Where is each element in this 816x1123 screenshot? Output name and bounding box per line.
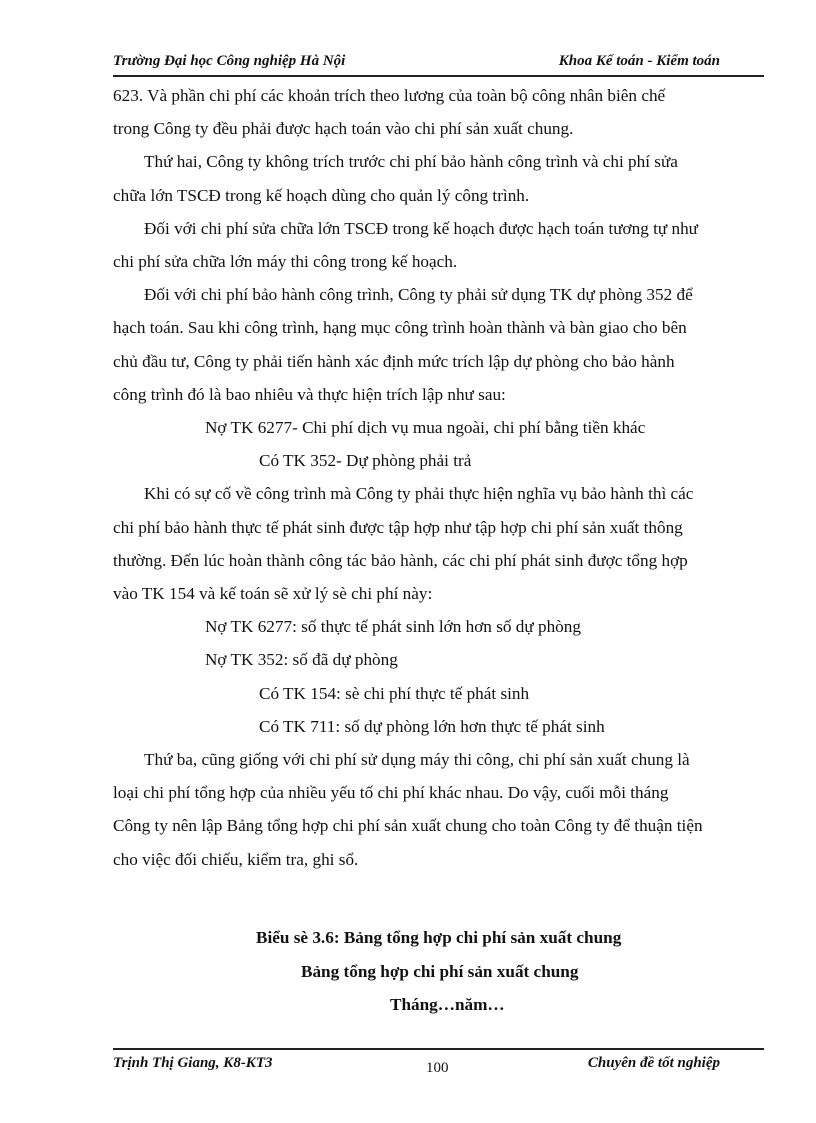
journal-entry: Nợ TK 6277- Chi phí dịch vụ mua ngoài, chi phí bằng tiền khác xyxy=(205,418,646,438)
text-line: công trình đó là bao nhiêu và thực hiện trích lập như sau: xyxy=(113,384,506,404)
page-number: 100 xyxy=(426,1060,449,1076)
footer-author: Trịnh Thị Giang, K8-KT3 xyxy=(113,1055,273,1071)
text-line: Đối với chi phí bảo hành công trình, Công ty phải sử dụng TK dự phòng 352 để xyxy=(144,285,693,305)
text-line: loại chi phí tổng hợp của nhiều yếu tố chi phí khác nhau. Do vậy, cuối mỗi tháng xyxy=(113,783,669,803)
text-line: thường. Đến lúc hoàn thành công tác bảo hành, các chi phí phát sinh được tổng hợp xyxy=(113,550,688,570)
text-line: vào TK 154 và kế toán sẽ xử lý sè chi phí này: xyxy=(113,584,433,604)
text-line: Thứ hai, Công ty không trích trước chi phí bảo hành công trình và chi phí sửa xyxy=(144,152,678,172)
text-line: Khi có sự cố về công trình mà Công ty phải thực hiện nghĩa vụ bảo hành thì các xyxy=(144,484,694,504)
page-header xyxy=(113,53,764,77)
text-line: chữa lớn TSCĐ trong kế hoạch dùng cho quản lý công trình. xyxy=(113,185,530,205)
header-university: Trường Đại học Công nghiệp Hà Nội xyxy=(113,53,346,69)
text-line: chủ đầu tư, Công ty phải tiến hành xác định mức trích lập dự phòng cho bảo hành xyxy=(113,351,675,371)
page-footer xyxy=(113,1048,764,1078)
journal-entry: Có TK 154: sè chi phí thực tế phát sinh xyxy=(259,683,530,703)
text-line: trong Công ty đều phải được hạch toán vào chi phí sản xuất chung. xyxy=(113,119,574,139)
text-line: 623. Và phần chi phí các khoản trích theo lương của toàn bộ công nhân biên chế xyxy=(113,86,666,105)
text-line: chi phí bảo hành thực tế phát sinh được tập hợp như tập hợp chi phí sản xuất thông xyxy=(113,517,683,537)
body-text xyxy=(113,79,764,876)
text-line: hạch toán. Sau khi công trình, hạng mục công trình hoàn thành và bàn giao cho bên xyxy=(113,318,687,338)
table-title-block xyxy=(113,921,764,1022)
journal-entry: Có TK 711: số dự phòng lớn hơn thực tế phát sinh xyxy=(259,716,605,736)
table-period: Tháng…năm… xyxy=(390,995,505,1014)
header-department: Khoa Kế toán - Kiểm toán xyxy=(558,53,720,69)
text-line: Thứ ba, cũng giống với chi phí sử dụng máy thi công, chi phí sản xuất chung là xyxy=(144,750,690,770)
journal-entry: Nợ TK 6277: số thực tế phát sinh lớn hơn số dự phòng xyxy=(205,617,581,637)
text-line: cho việc đối chiếu, kiểm tra, ghi sổ. xyxy=(113,849,359,869)
journal-entry: Nợ TK 352: số đã dự phòng xyxy=(205,650,398,670)
text-line: Đối với chi phí sửa chữa lớn TSCĐ trong kế hoạch được hạch toán tương tự như xyxy=(144,218,698,238)
table-title: Bảng tổng hợp chi phí sản xuất chung xyxy=(301,961,579,981)
exhibit-title: Biểu sè 3.6: Bảng tổng hợp chi phí sản xuất chung xyxy=(256,928,622,947)
journal-entry: Có TK 352- Dự phòng phải trả xyxy=(259,451,472,471)
text-line: chi phí sửa chữa lớn máy thi công trong kế hoạch. xyxy=(113,252,458,272)
text-line: Công ty nên lập Bảng tổng hợp chi phí sản xuất chung cho toàn Công ty để thuận tiện xyxy=(113,816,703,836)
footer-thesis-label: Chuyên đề tốt nghiệp xyxy=(587,1055,720,1071)
